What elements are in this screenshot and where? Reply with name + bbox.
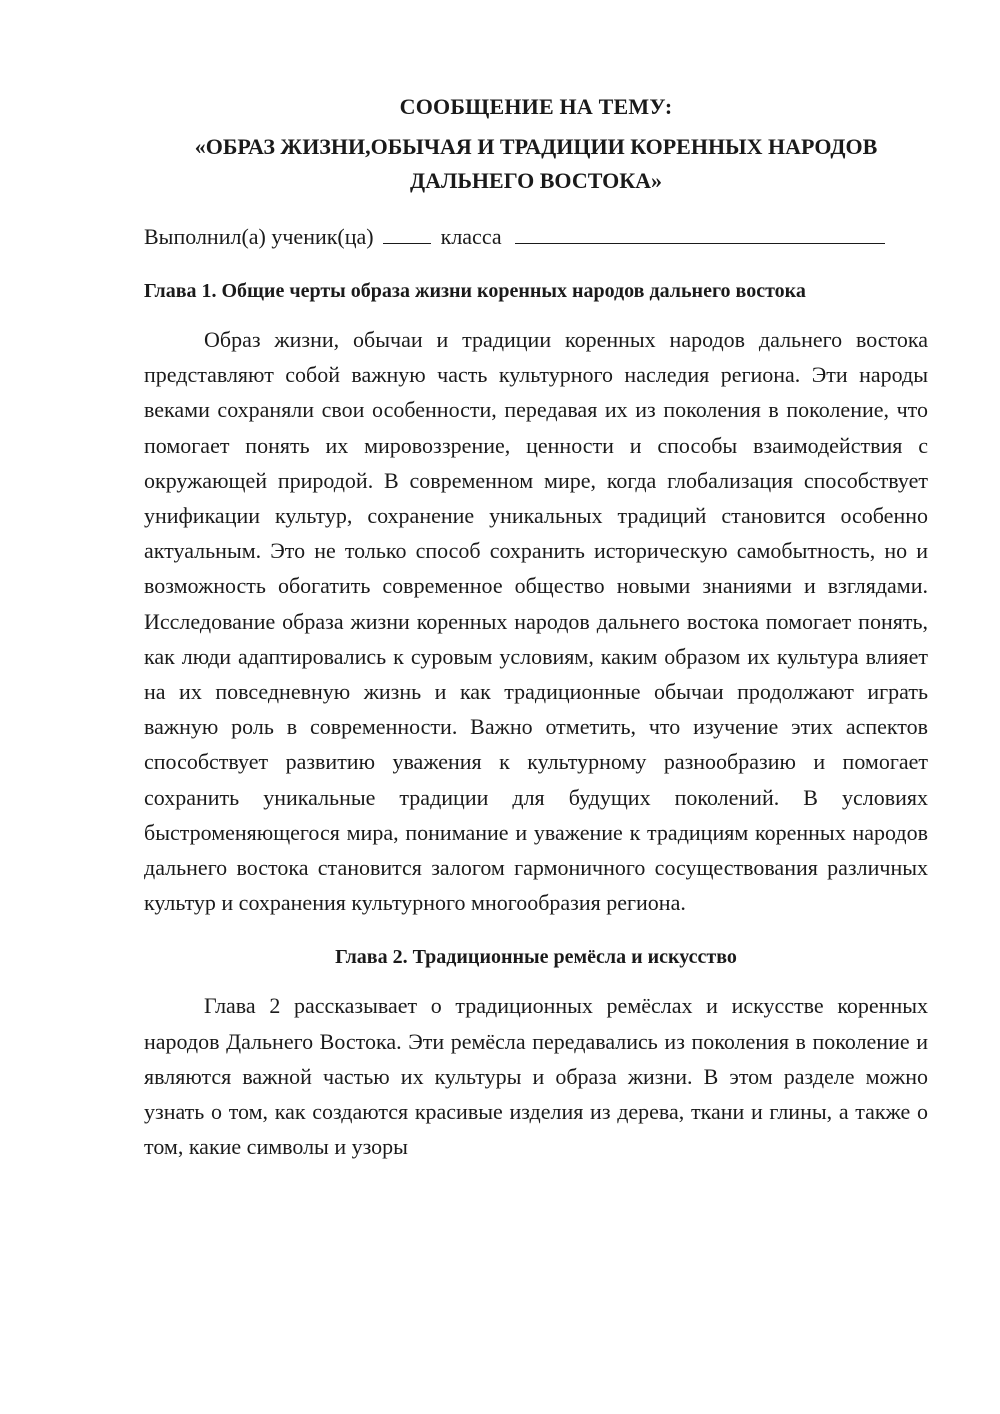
chapter-1-heading: Глава 1. Общие черты образа жизни коренных народов дальнего востока: [144, 280, 806, 302]
document-title: СООБЩЕНИЕ НА ТЕМУ:: [399, 94, 673, 119]
grade-blank: [383, 221, 431, 244]
author-line: [144, 220, 928, 254]
chapter-2-paragraph: Глава 2 рассказывает о традиционных ремёслах и искусстве коренных народов Дальнего Востока. Эти ремёсла передавались из поколения в поколение и являются важной частью их культуры и образа жизни. В этом разделе можно узнать о том, как создаются красивые изделия из дерева, ткани и глины, а также о том, какие символы и узоры: [144, 993, 928, 1160]
author-prefix: Выполнил(а) ученик(ца): [144, 224, 374, 249]
author-class-label: класса: [440, 224, 502, 249]
document-subtitle: «ОБРАЗ ЖИЗНИ,ОБЫЧАЯ И ТРАДИЦИИ КОРЕННЫХ НАРОДОВ ДАЛЬНЕГО ВОСТОКА»: [194, 134, 878, 193]
chapter-2-heading: Глава 2. Традиционные ремёсла и искусство: [335, 946, 737, 969]
document-page: [144, 90, 928, 1164]
name-blank: [515, 221, 885, 244]
chapter-1-paragraph: Образ жизни, обычаи и традиции коренных народов дальнего востока представляют собой важную часть культурного наследия региона. Эти народы веками сохраняли свои особенности, передавая их из поколения в поколение, что помогает понять их мировоззрение, ценности и способы взаимодействия с окружающей природой. В современном мире, когда глобализация способствует унификации культур, сохранение уникальных традиций становится особенно актуальным. Это не только способ сохранить историческую самобытность, но и возможность обогатить современное общество новыми знаниями и взглядами. Исследование образа жизни коренных народов дальнего востока помогает понять, как люди адаптировались к суровым условиям, каким образом их культура влияет на их повседневную жизнь и как традиционные обычаи продолжают играть важную роль в современности. Важно отметить, что изучение этих аспектов способствует развитию уважения к культурному разнообразию и помогает сохранить уникальные традиции для будущих поколений. В условиях быстроменяющегося мира, понимание и уважение к традициям коренных народов дальнего востока становится залогом гармоничного сосуществования различных культур и сохранения культурного многообразия региона.: [144, 327, 928, 916]
